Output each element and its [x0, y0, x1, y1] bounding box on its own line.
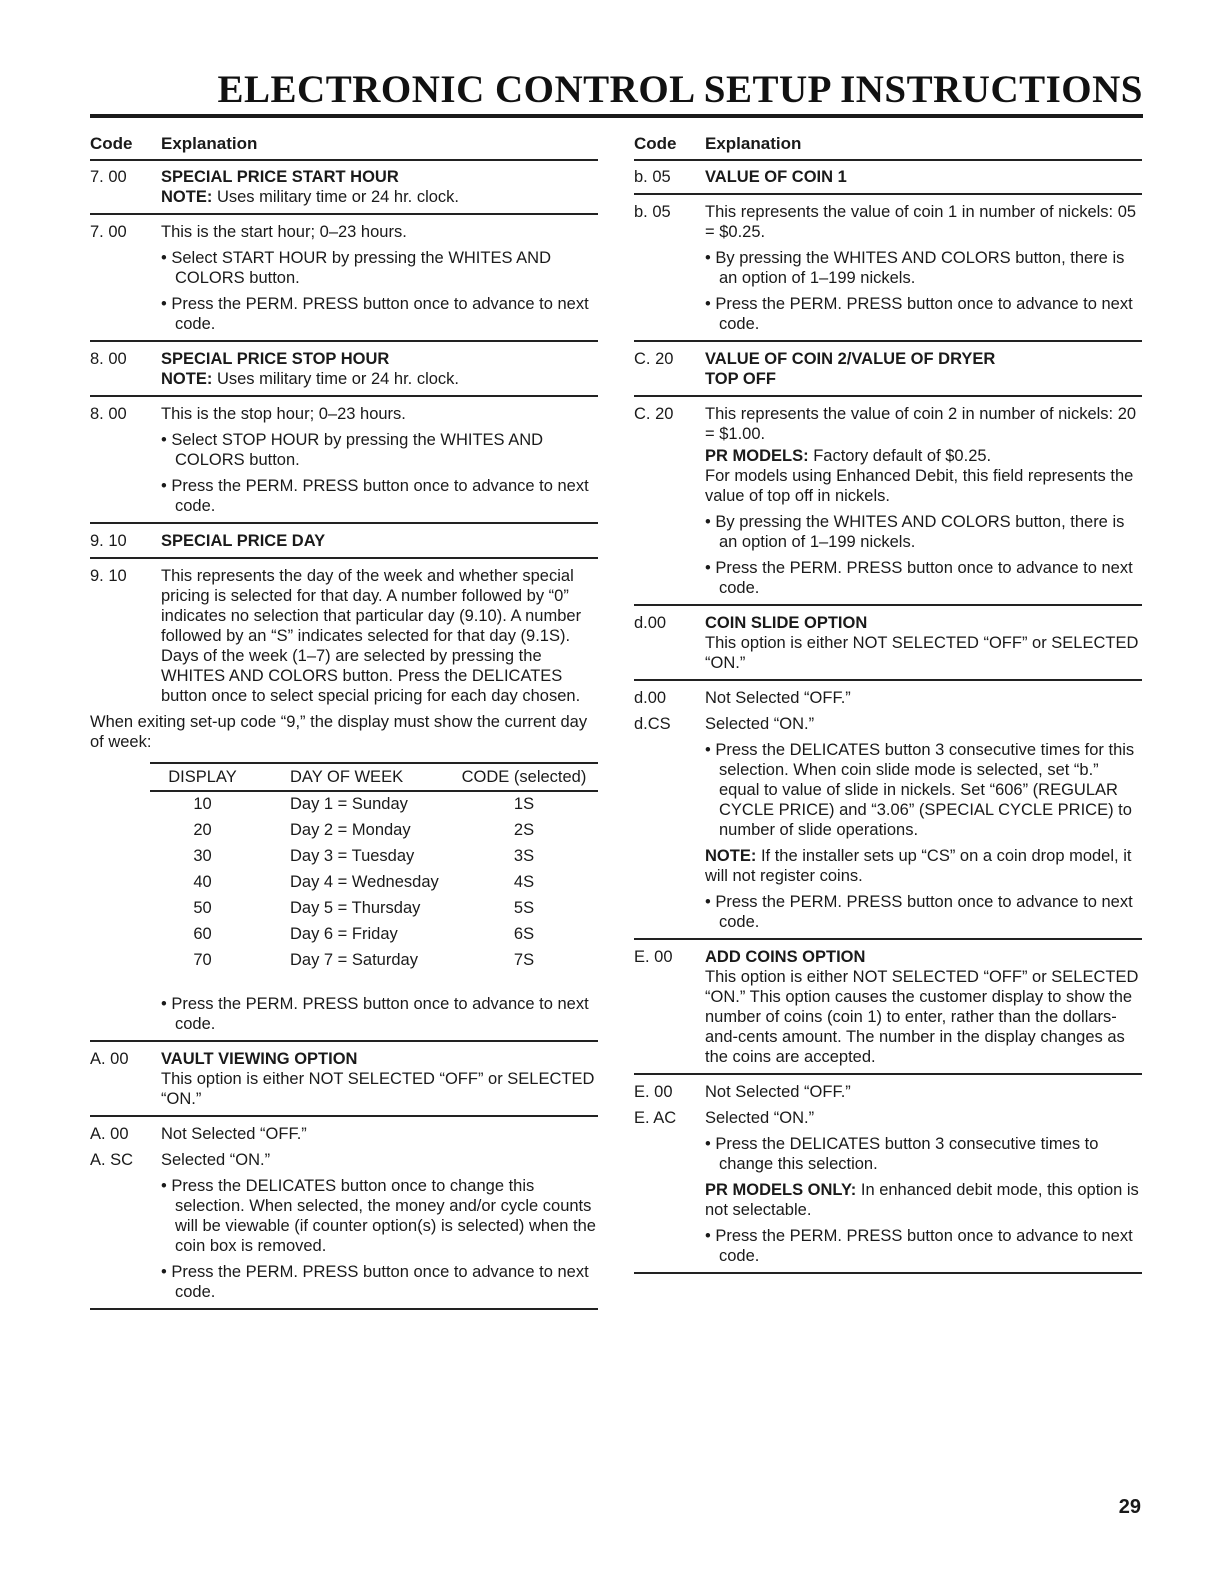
entry-a-heading [90, 1049, 598, 1117]
table-header: DAY OF WEEK [255, 763, 450, 791]
entry-7-heading [90, 167, 598, 215]
entry-code: A. 00 [90, 1050, 129, 1068]
entry-text: Selected “ON.” [705, 1109, 815, 1127]
entry-text: Selected “ON.” [705, 715, 815, 733]
entry-code: d.CS [634, 715, 671, 733]
table-header-row [150, 763, 598, 791]
entry-code: A. 00 [90, 1125, 129, 1143]
table-cell: 30 [193, 847, 212, 865]
entry-9-detail [90, 566, 598, 1042]
code-header: Code [634, 134, 677, 153]
entry-7-detail [90, 222, 598, 342]
entry-code: 7. 00 [90, 223, 127, 241]
entry-code: C. 20 [634, 405, 674, 423]
bullet-item: • By pressing the WHITES AND COLORS button, there is an option of 1–199 nickels. [705, 512, 1142, 552]
entry-8-detail [90, 404, 598, 524]
table-cell: 6S [513, 925, 535, 943]
table-header: CODE (selected) [450, 763, 598, 791]
table-cell: Day 4 = Wednesday [290, 873, 439, 891]
note-text: Uses military time or 24 hr. clock. [216, 188, 459, 206]
entry-text: Not Selected “OFF.” [705, 1083, 851, 1101]
explanation-header: Explanation [161, 134, 258, 153]
entry-text: This option is either NOT SELECTED “OFF” or SELECTED “ON.” This option causes the customer display to show the number of coins (coin 1) to enter, rather than the dollars-and-cents amount. The number in the display changes as the coins are accepted. [705, 968, 1139, 1066]
table-cell: 4S [513, 873, 535, 891]
exit-text: When exiting set-up code “9,” the display must show the current day of week: [90, 713, 588, 751]
entry-code: 9. 10 [90, 532, 127, 550]
note-text: Uses military time or 24 hr. clock. [216, 370, 459, 388]
table-cell: 7S [513, 951, 535, 969]
bullet-item: • Press the DELICATES button 3 consecutive times for this selection. When coin slide mode is selected, set “b.” equal to value of slide in nickels. Set “606” (REGULAR CYCLE PRICE) and “3.06” (SPECIAL CYCLE PRICE) to number of slide operations. [705, 740, 1142, 840]
table-row [150, 922, 598, 948]
table-cell: 2S [513, 821, 535, 839]
entry-8-heading [90, 349, 598, 397]
entry-e-detail [634, 1082, 1142, 1274]
entry-b-heading [634, 167, 1142, 195]
bullet-item: • Press the PERM. PRESS button once to advance to next code. [161, 994, 598, 1034]
code-header: Code [90, 134, 133, 153]
table-cell: 10 [193, 795, 212, 813]
entry-heading: VALUE OF COIN 1 [705, 168, 847, 186]
entry-b-detail [634, 202, 1142, 342]
bullet-item: • Select START HOUR by pressing the WHITES AND COLORS button. [161, 248, 598, 288]
table-cell: 40 [193, 873, 212, 891]
entry-heading: VAULT VIEWING OPTION [161, 1050, 358, 1068]
right-column [634, 134, 1142, 1281]
entry-text: This represents the value of coin 2 in number of nickels: 20 = $1.00. [705, 405, 1137, 443]
entry-code: E. AC [634, 1109, 677, 1127]
entry-heading: COIN SLIDE OPTION [705, 614, 868, 632]
entry-text: For models using Enhanced Debit, this field represents the value of top off in nickels. [705, 467, 1134, 505]
table-row [150, 948, 598, 974]
column-header [634, 134, 1142, 161]
bullet-item: • Press the PERM. PRESS button once to advance to next code. [705, 1226, 1142, 1266]
entry-code: b. 05 [634, 203, 671, 221]
pr-models-label: PR MODELS: [705, 447, 809, 465]
entry-code: d.00 [634, 689, 667, 707]
table-bullet-entry [90, 988, 598, 1042]
table-cell: 50 [193, 899, 212, 917]
table-cell: 20 [193, 821, 212, 839]
note-label: NOTE: [161, 188, 213, 206]
entry-code: 9. 10 [90, 567, 127, 585]
entry-code: E. 00 [634, 1083, 673, 1101]
bullet-item: • Press the DELICATES button once to change this selection. When selected, the money and/or cycle counts will be viewable (if counter option(s) is selected) when the coin box is removed. [161, 1176, 598, 1256]
entry-code: E. 00 [634, 948, 673, 966]
table-cell: 3S [513, 847, 535, 865]
entry-text: This option is either NOT SELECTED “OFF” or SELECTED “ON.” [705, 634, 1139, 672]
entry-c-detail [634, 404, 1142, 606]
entry-code: 8. 00 [90, 405, 127, 423]
table-row [150, 844, 598, 870]
page-title: ELECTRONIC CONTROL SETUP INSTRUCTIONS [217, 68, 1143, 111]
entry-text: This represents the day of the week and whether special pricing is selected for that day. A number followed by “0” indicates no selection that particular day (9.10). A number followed by an “S” indicates selected for that day (9.1S). Days of the week (1–7) are selected by pressing the WHITES AND COLORS button. Press the DELICATES button once to select special pricing for each day chosen. [161, 567, 582, 705]
entry-text: This option is either NOT SELECTED “OFF” or SELECTED “ON.” [161, 1070, 595, 1108]
entry-text: Not Selected “OFF.” [705, 689, 851, 707]
note-label: NOTE: [705, 847, 757, 865]
entry-heading: SPECIAL PRICE DAY [161, 532, 326, 550]
entry-text: This is the start hour; 0–23 hours. [161, 223, 407, 241]
column-header [90, 134, 598, 161]
entry-text: This is the stop hour; 0–23 hours. [161, 405, 406, 423]
entry-code: A. SC [90, 1151, 134, 1169]
bullet-item: • By pressing the WHITES AND COLORS button, there is an option of 1–199 nickels. [705, 248, 1142, 288]
bullet-item: • Press the PERM. PRESS button once to advance to next code. [161, 1262, 598, 1302]
note-text: If the installer sets up “CS” on a coin drop model, it will not register coins. [705, 847, 1132, 885]
entry-d-detail [634, 688, 1142, 940]
entry-code: d.00 [634, 614, 667, 632]
entry-code: 8. 00 [90, 350, 127, 368]
table-header: DISPLAY [150, 763, 255, 791]
table-cell: Day 3 = Tuesday [290, 847, 415, 865]
left-column [90, 134, 598, 1317]
table-cell: 70 [193, 951, 212, 969]
entry-heading: SPECIAL PRICE START HOUR [161, 168, 399, 186]
entry-code: C. 20 [634, 350, 674, 368]
table-cell: Day 7 = Saturday [290, 951, 418, 969]
bullet-item: • Press the PERM. PRESS button once to advance to next code. [161, 294, 598, 334]
explanation-header: Explanation [705, 134, 802, 153]
bullet-item: • Press the PERM. PRESS button once to advance to next code. [705, 294, 1142, 334]
entry-heading: SPECIAL PRICE STOP HOUR [161, 350, 390, 368]
entry-text: Selected “ON.” [161, 1151, 271, 1169]
bullet-item: • Press the PERM. PRESS button once to advance to next code. [705, 892, 1142, 932]
day-of-week-table [150, 762, 598, 974]
entry-d-heading [634, 613, 1142, 681]
entry-text: Not Selected “OFF.” [161, 1125, 307, 1143]
bullet-item: • Select STOP HOUR by pressing the WHITES AND COLORS button. [161, 430, 598, 470]
pr-models-only-text: In enhanced debit mode, this option is not selectable. [705, 1181, 1139, 1219]
table-cell: Day 2 = Monday [290, 821, 411, 839]
entry-heading: ADD COINS OPTION [705, 948, 866, 966]
table-row [150, 896, 598, 922]
table-row [150, 870, 598, 896]
pr-models-text: Factory default of $0.25. [813, 447, 992, 465]
table-cell: Day 5 = Thursday [290, 899, 421, 917]
entry-e-heading [634, 947, 1142, 1075]
table-cell: 60 [193, 925, 212, 943]
table-row [150, 818, 598, 844]
table-cell: Day 1 = Sunday [290, 795, 408, 813]
entry-text: This represents the value of coin 1 in number of nickels: 05 = $0.25. [705, 203, 1137, 241]
table-cell: 1S [513, 795, 535, 813]
bullet-item: • Press the DELICATES button 3 consecutive times to change this selection. [705, 1134, 1142, 1174]
entry-a-detail [90, 1124, 598, 1310]
table-cell: Day 6 = Friday [290, 925, 398, 943]
table-row [150, 791, 598, 818]
entry-heading: VALUE OF COIN 2/VALUE OF DRYER TOP OFF [705, 350, 996, 388]
title-rule [90, 114, 1143, 118]
bullet-item: • Press the PERM. PRESS button once to advance to next code. [705, 558, 1142, 598]
page-number: 29 [1118, 1496, 1141, 1518]
bullet-item: • Press the PERM. PRESS button once to advance to next code. [161, 476, 598, 516]
entry-c-heading [634, 349, 1142, 397]
note-label: NOTE: [161, 370, 213, 388]
table-cell: 5S [513, 899, 535, 917]
entry-9-heading [90, 531, 598, 559]
entry-code: 7. 00 [90, 168, 127, 186]
pr-models-only-label: PR MODELS ONLY: [705, 1181, 857, 1199]
entry-code: b. 05 [634, 168, 671, 186]
